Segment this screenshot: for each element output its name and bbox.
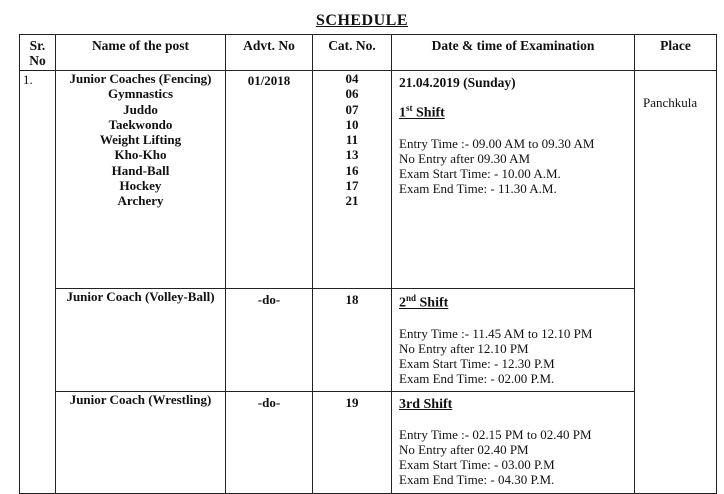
post-name: Taekwondo — [108, 116, 173, 132]
cat-no: 11 — [345, 132, 359, 148]
post-name-cell — [56, 71, 226, 289]
shift-details — [399, 326, 628, 386]
cat-no: 13 — [345, 147, 359, 163]
cat-no: 04 — [345, 71, 359, 86]
shift-title: 3rd Shift — [399, 397, 453, 412]
post-name: Kho-Kho — [114, 147, 167, 163]
date-time-cell — [392, 71, 635, 289]
page-title: SCHEDULE — [315, 12, 409, 29]
cat-no: 16 — [345, 162, 359, 178]
table-row — [20, 71, 717, 289]
advt-no-cell — [226, 392, 313, 494]
post-name: Juddo — [123, 101, 158, 117]
header-cat-no: Cat. No. — [313, 35, 392, 71]
header-sr-no: Sr. No — [20, 35, 56, 71]
date-time-cell — [392, 392, 635, 494]
date-time-cell — [392, 289, 635, 392]
cat-no: 17 — [345, 178, 359, 194]
header-place: Place — [635, 35, 717, 71]
post-name: Junior Coaches (Fencing) — [69, 71, 212, 86]
table-row — [20, 392, 717, 494]
post-name: Gymnastics — [108, 86, 173, 102]
post-name: Junior Coach (Volley-Ball) — [66, 289, 215, 304]
cat-no: 06 — [345, 86, 359, 102]
post-name: Hockey — [119, 178, 162, 194]
shift-title: 2nd Shift — [399, 293, 449, 311]
shift-details — [399, 427, 628, 487]
advt-no-value: -do- — [257, 292, 281, 307]
place-cell — [635, 71, 717, 494]
post-name: Weight Lifting — [99, 132, 182, 148]
exam-end-time: Exam End Time: - 11.30 A.M. — [399, 180, 557, 196]
post-name: Archery — [117, 193, 164, 209]
shift-title: 1st Shift — [399, 103, 445, 121]
cat-no-value: 18 — [345, 292, 359, 307]
cat-no: 07 — [345, 101, 359, 117]
post-name-cell — [56, 289, 226, 392]
post-name: Hand-Ball — [111, 162, 170, 178]
cat-no-cell — [313, 71, 392, 289]
advt-no-cell — [226, 289, 313, 392]
cat-no-value: 19 — [345, 395, 359, 410]
no-entry-after: No Entry after 02.40 PM — [399, 442, 529, 457]
exam-date: 21.04.2019 (Sunday) — [399, 75, 516, 90]
cat-no-cell — [313, 289, 392, 392]
exam-start-time: Exam Start Time: - 12.30 P.M — [399, 355, 555, 371]
shift-details — [399, 136, 628, 196]
schedule-table — [19, 34, 717, 494]
header-row — [20, 35, 717, 71]
exam-start-time: Exam Start Time: - 03.00 P.M — [399, 457, 555, 472]
exam-end-time: Exam End Time: - 04.30 P.M. — [399, 472, 555, 487]
exam-end-time: Exam End Time: - 02.00 P.M. — [399, 370, 555, 386]
entry-time: Entry Time :- 11.45 AM to 12.10 PM — [399, 325, 593, 341]
header-date-time: Date & time of Examination — [392, 35, 635, 71]
cat-no-cell — [313, 392, 392, 494]
exam-start-time: Exam Start Time: - 10.00 A.M. — [399, 165, 561, 181]
table-row — [20, 289, 717, 392]
cat-no: 21 — [345, 193, 359, 209]
cat-no: 10 — [345, 116, 359, 132]
entry-time: Entry Time :- 09.00 AM to 09.30 AM — [399, 135, 595, 151]
advt-no-value: 01/2018 — [247, 73, 291, 88]
place-value: Panchkula — [643, 95, 698, 110]
header-post-name: Name of the post — [56, 35, 226, 71]
no-entry-after: No Entry after 12.10 PM — [399, 340, 529, 356]
post-name-cell — [56, 392, 226, 494]
advt-no-value: -do- — [257, 395, 281, 410]
sr-no-cell — [20, 71, 56, 494]
advt-no-cell — [226, 71, 313, 289]
header-advt-no: Advt. No — [226, 35, 313, 71]
entry-time: Entry Time :- 02.15 PM to 02.40 PM — [399, 427, 592, 442]
sr-no-value: 1. — [23, 72, 33, 87]
post-name: Junior Coach (Wrestling) — [69, 392, 212, 407]
no-entry-after: No Entry after 09.30 AM — [399, 150, 531, 166]
